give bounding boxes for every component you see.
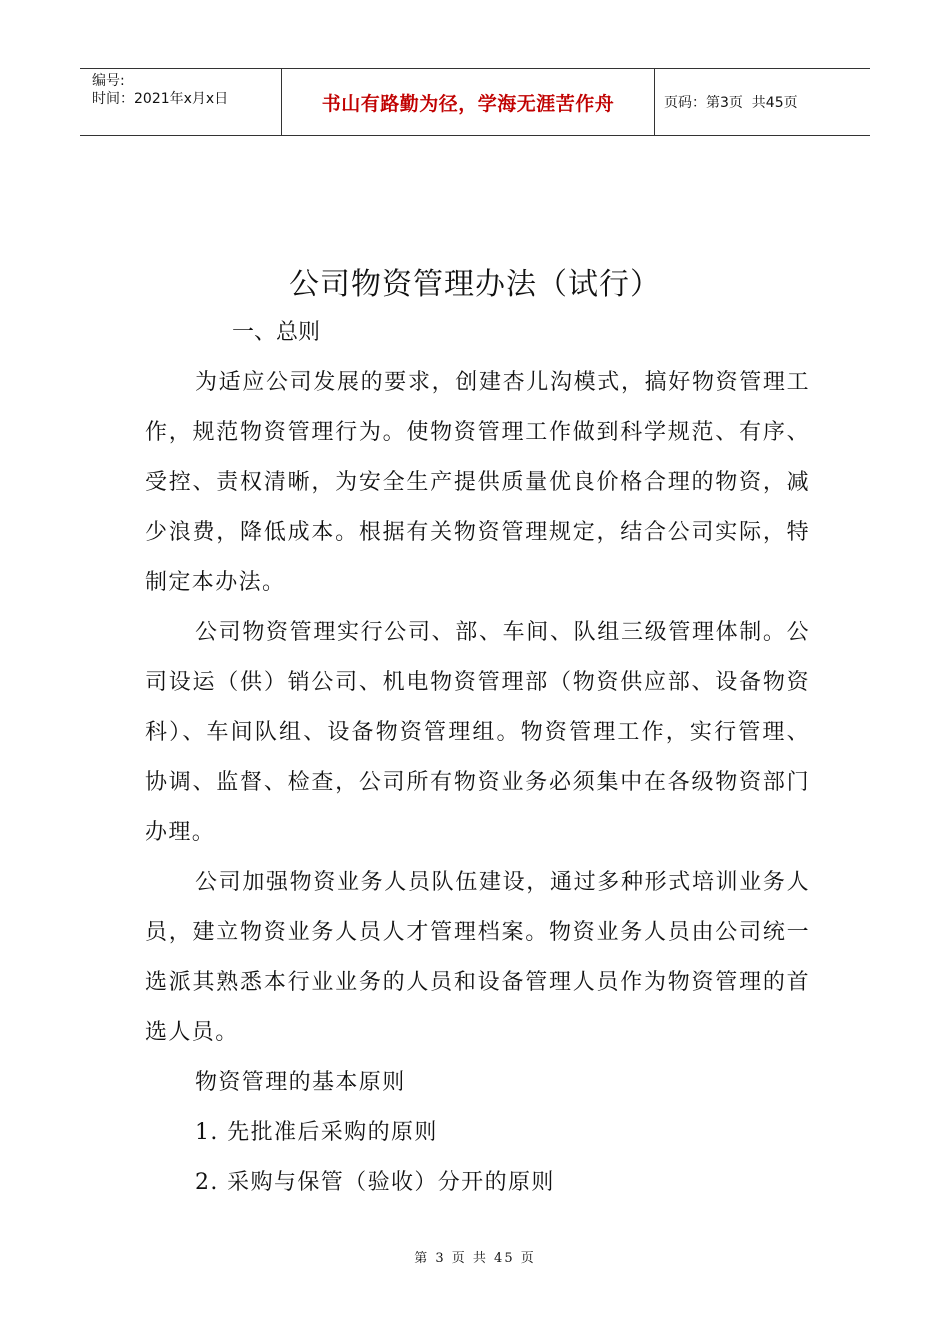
header-motto: 书山有路勤为径，学海无涯苦作舟: [321, 92, 615, 115]
header-page-info: 页码：第3页 共45页: [664, 95, 798, 111]
serial-number-label: 编号:: [92, 73, 125, 89]
principle-item: 2. 采购与保管（验收）分开的原则: [195, 1170, 555, 1195]
header-meta-cell: [80, 69, 282, 135]
body-paragraph: 公司加强物资业务人员队伍建设，通过多种形式培训业务人员，建立物资业务人员人才管理档案。物资业务人员由公司统一选派其熟悉本行业业务的人员和设备管理人员作为物资管理的首选人员。: [145, 870, 810, 1045]
principles-heading: 物资管理的基本原则: [195, 1070, 406, 1095]
page-footer: 第 3 页 共 45 页: [414, 1251, 536, 1266]
body-paragraph: 为适应公司发展的要求，创建杏儿沟模式，搞好物资管理工作，规范物资管理行为。使物资管理工作做到科学规范、有序、受控、责权清晰，为安全生产提供质量优良价格合理的物资，减少浪费，降低成本。根据有关物资管理规定，结合公司实际，特制定本办法。: [145, 370, 810, 595]
document-title: 公司物资管理办法（试行）: [289, 267, 661, 302]
header-page-cell: [655, 69, 870, 135]
section-heading: 一、总则: [232, 320, 321, 345]
date-label: 时间：2021年x月x日: [92, 91, 229, 107]
header-motto-cell: [282, 69, 655, 135]
document-body: [145, 358, 810, 1208]
principle-item: 1. 先批准后采购的原则: [195, 1120, 438, 1145]
body-paragraph: 公司物资管理实行公司、部、车间、队组三级管理体制。公司设运（供）销公司、机电物资管理部（物资供应部、设备物资科）、车间队组、设备物资管理组。物资管理工作，实行管理、协调、监督、检查，公司所有物资业务必须集中在各级物资部门办理。: [145, 620, 810, 845]
document-header: [80, 68, 870, 136]
